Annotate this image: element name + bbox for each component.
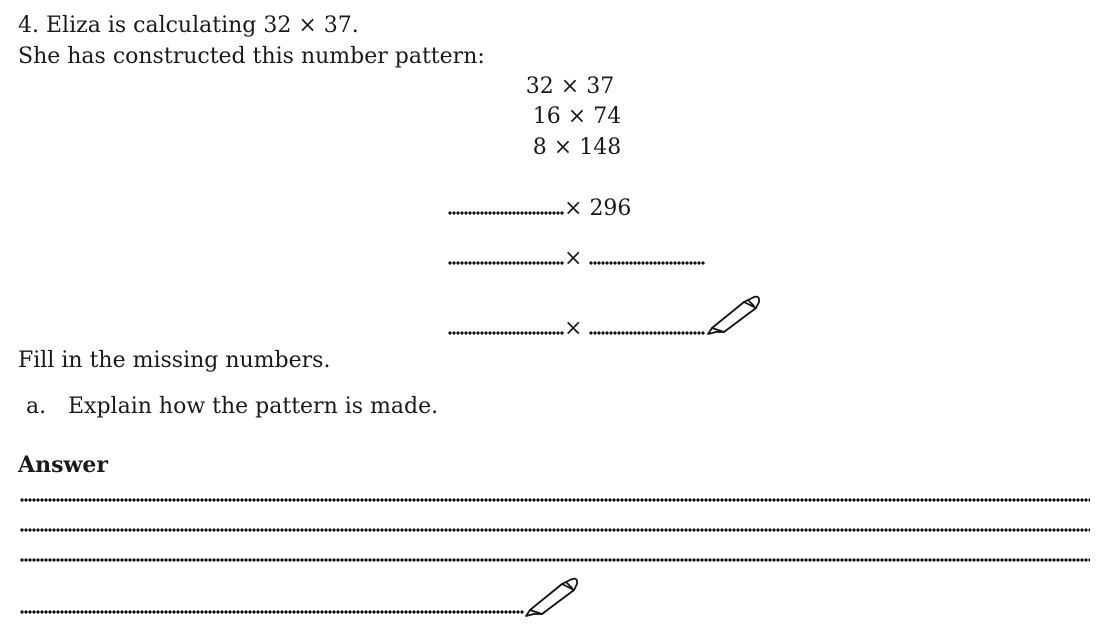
pattern-row-2: 16 × 74 (532, 104, 622, 129)
blank-right-2[interactable] (589, 261, 705, 265)
answer-label: Answer (18, 452, 108, 478)
times-sign: × (564, 246, 583, 271)
fill-row-3 (448, 316, 705, 342)
fill-row-1 (448, 196, 631, 222)
blank-left-2[interactable] (448, 261, 564, 265)
part-a-text: Explain how the pattern is made. (68, 394, 439, 419)
fill-row-1-right: 296 (589, 196, 632, 221)
blank-left-1[interactable] (448, 211, 564, 215)
question-intro: 4. Eliza is calculating 32 × 37. (18, 13, 359, 38)
pattern-row-3: 8 × 148 (532, 135, 622, 160)
answer-line-1[interactable] (20, 498, 1090, 502)
blank-left-3[interactable] (448, 331, 564, 335)
answer-line-4[interactable] (20, 610, 524, 614)
pen-icon (704, 290, 762, 336)
question-constructed: She has constructed this number pattern: (18, 44, 485, 69)
times-sign: × (564, 196, 583, 221)
times-sign: × (564, 316, 583, 341)
pattern-row-1: 32 × 37 (525, 74, 615, 99)
fill-row-2 (448, 246, 705, 272)
answer-line-3[interactable] (20, 558, 1090, 562)
answer-line-2[interactable] (20, 528, 1090, 532)
blank-right-3[interactable] (589, 331, 705, 335)
part-a-letter: a. (26, 394, 47, 419)
instruction-fill: Fill in the missing numbers. (18, 348, 331, 373)
pen-icon (522, 572, 580, 618)
